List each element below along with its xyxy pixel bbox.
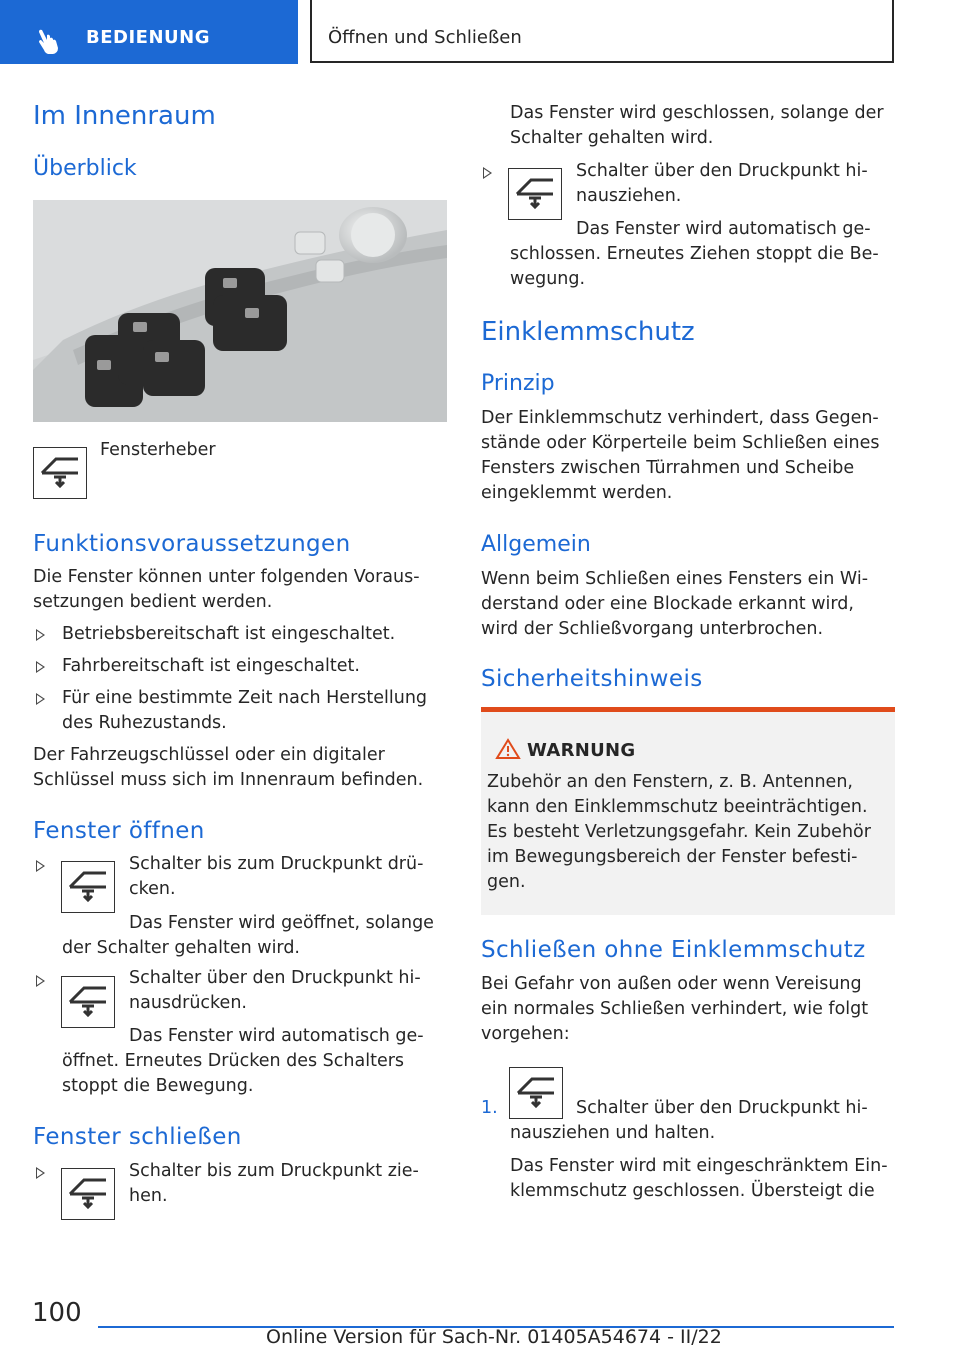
heading-schliessen-ohne: Schließen ohne Einklemmschutz xyxy=(481,937,866,963)
list-item: Fahrbereitschaft ist eingeschaltet. xyxy=(62,656,360,676)
heading-fenster-schliessen: Fenster schließen xyxy=(33,1124,242,1150)
paragraph: Der Fahrzeugschlüssel oder ein digitaler Schlüssel muss sich im Innenraum befinden. xyxy=(33,745,424,790)
paragraph: Der Einklemmschutz verhindert, dass Gegen- stände oder Körperteile beim Schließen eines Fensters zwischen Türrahmen und Scheibe eingeklemmt werden. xyxy=(481,408,880,503)
warning-box xyxy=(481,707,895,915)
list-item: Schalter bis zum Druckpunkt drü- cken. xyxy=(129,854,424,899)
section-label: BEDIENUNG xyxy=(86,27,210,48)
heading-einklemmschutz: Einklemmschutz xyxy=(481,317,695,347)
list-item: Für eine bestimmte Zeit nach Herstellung des Ruhezustands. xyxy=(62,688,428,733)
chapter-title: Öffnen und Schließen xyxy=(328,27,522,48)
window-switch-icon xyxy=(61,976,115,1028)
list-item: Schalter bis zum Druckpunkt zie- hen. xyxy=(129,1161,419,1206)
window-switch-icon xyxy=(61,861,115,913)
triangle-bullet-icon xyxy=(483,167,492,179)
list-item-text: Das Fenster wird automatisch ge- xyxy=(576,219,871,239)
window-switch-icon xyxy=(33,447,87,499)
heading-prinzip: Prinzip xyxy=(481,371,555,396)
paragraph: Bei Gefahr von außen oder wenn Vereisung ein normales Schließen verhindert, wie folgt vorgehen: xyxy=(481,974,869,1044)
window-switch-photo xyxy=(33,200,447,422)
section-tab xyxy=(0,0,298,64)
list-item-text: Das Fenster wird automatisch ge- xyxy=(129,1026,424,1046)
list-item-text: Das Fenster wird geöffnet, solange xyxy=(129,913,434,933)
warning-triangle-icon xyxy=(495,738,521,760)
list-item: Schalter über den Druckpunkt hi- nausziehen. xyxy=(576,161,868,206)
list-item-text: öffnet. Erneutes Drücken des Schalters stoppt die Bewegung. xyxy=(62,1051,405,1096)
paragraph: Wenn beim Schließen eines Fensters ein Wi- derstand oder eine Blockade erkannt wird, wird der Schließvorgang unterbrochen. xyxy=(481,569,869,639)
list-item: Betriebsbereitschaft ist eingeschaltet. xyxy=(62,624,396,644)
step-text: Schalter über den Druckpunkt hi- xyxy=(576,1098,868,1118)
warning-title: WARNUNG xyxy=(527,740,636,761)
page-number: 100 xyxy=(32,1298,82,1328)
list-item-text: der Schalter gehalten wird. xyxy=(62,938,300,958)
heading-im-innenraum: Im Innenraum xyxy=(33,101,216,131)
triangle-bullet-icon xyxy=(36,629,45,641)
triangle-bullet-icon xyxy=(36,975,45,987)
warning-text: Zubehör an den Fenstern, z. B. Antennen, kann den Einklemmschutz beeinträchtigen. Es besteht Verletzungsgefahr. Kein Zubehör im Bewegungsbereich der Fenster befesti- gen. xyxy=(487,772,871,892)
list-item-text: Das Fenster wird geschlossen, solange der Schalter gehalten wird. xyxy=(510,103,884,148)
step-number: 1. xyxy=(481,1098,498,1118)
window-switch-icon xyxy=(508,168,562,220)
triangle-bullet-icon xyxy=(36,860,45,872)
step-text: nausziehen und halten. xyxy=(510,1123,716,1143)
heading-sicherheitshinweis: Sicherheitshinweis xyxy=(481,666,703,692)
heading-allgemein: Allgemein xyxy=(481,532,591,557)
pointing-hand-icon xyxy=(36,26,66,56)
list-item-text: schlossen. Erneutes Ziehen stoppt die Be- wegung. xyxy=(510,244,879,289)
heading-fenster-oeffnen: Fenster öffnen xyxy=(33,818,205,844)
triangle-bullet-icon xyxy=(36,661,45,673)
window-switch-icon xyxy=(61,1168,115,1220)
heading-funktionsvoraussetzungen: Funktionsvoraussetzungen xyxy=(33,531,351,557)
heading-ueberblick: Überblick xyxy=(33,156,137,181)
window-switch-icon xyxy=(509,1067,563,1119)
footer-text: Online Version für Sach-Nr. 01405A54674 - II/22 xyxy=(266,1326,722,1348)
triangle-bullet-icon xyxy=(36,693,45,705)
list-item: Schalter über den Druckpunkt hi- nausdrücken. xyxy=(129,968,421,1013)
chapter-header xyxy=(310,0,894,63)
step-text: Das Fenster wird mit eingeschränktem Ein- klemmschutz geschlossen. Übersteigt die xyxy=(510,1156,888,1201)
paragraph: Die Fenster können unter folgenden Voraus- setzungen bedient werden. xyxy=(33,567,420,612)
triangle-bullet-icon xyxy=(36,1167,45,1179)
caption-fensterheber: Fensterheber xyxy=(100,440,216,460)
